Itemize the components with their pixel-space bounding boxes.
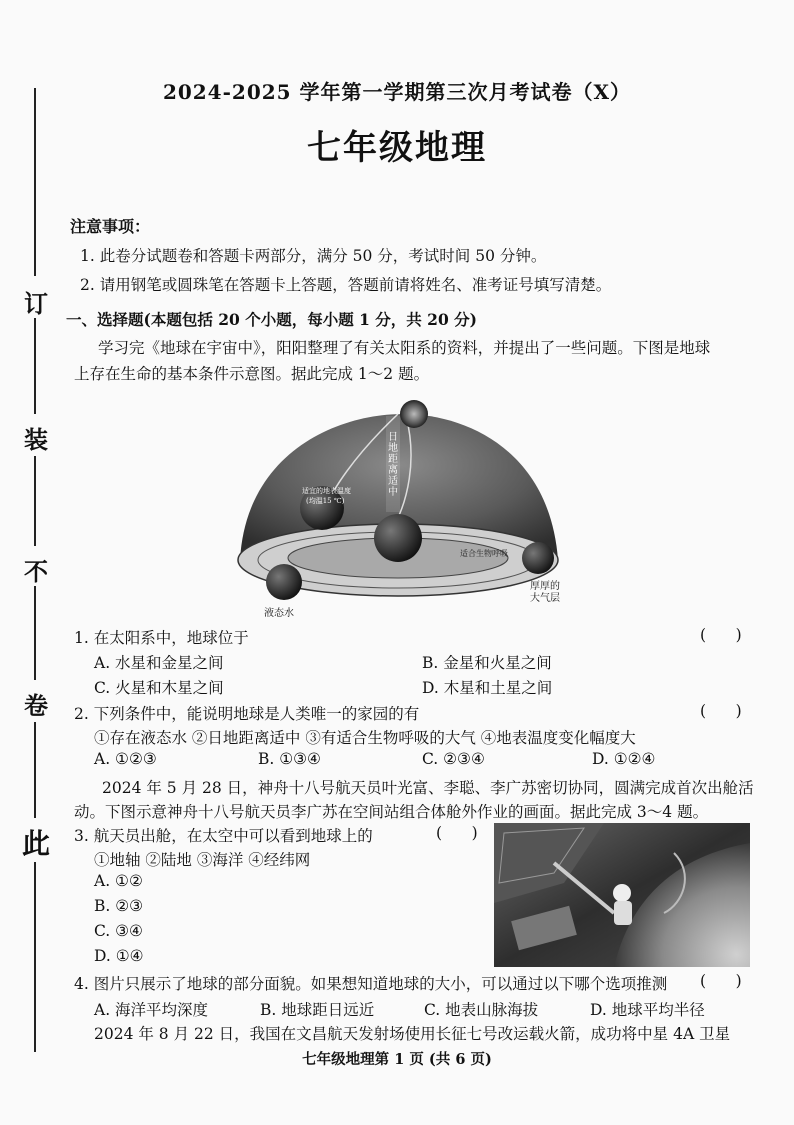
q2-option-c[interactable]: C. ②③④ bbox=[422, 750, 485, 768]
q1-option-d[interactable]: D. 木星和土星之间 bbox=[422, 679, 553, 697]
notice-heading: 注意事项： bbox=[70, 217, 151, 236]
section-intro-line2: 上存在生命的基本条件示意图。据此完成 1～2 题。 bbox=[74, 365, 430, 383]
q1-option-b[interactable]: B. 金星和火星之间 bbox=[422, 654, 552, 672]
q2-answer-bracket[interactable]: ( ) bbox=[700, 702, 742, 720]
notice-item-2: 2. 请用钢笔或圆珠笔在答题卡上答题，答题前请将姓名、准考证号填写清楚。 bbox=[80, 276, 612, 294]
binding-char-ding: 订 bbox=[24, 289, 48, 318]
q1-stem: 1. 在太阳系中，地球位于 bbox=[74, 629, 249, 647]
q2-option-b[interactable]: B. ①③④ bbox=[258, 750, 321, 768]
q2-conditions: ①存在液态水 ②日地距离适中 ③有适合生物呼吸的大气 ④地表温度变化幅度大 bbox=[94, 729, 636, 747]
q2-option-d[interactable]: D. ①②④ bbox=[592, 750, 656, 768]
earth-icon bbox=[374, 514, 422, 562]
binding-char-ci: 此 bbox=[21, 827, 50, 860]
astronaut-suit bbox=[614, 901, 632, 925]
page-footer: 七年级地理第 1 页 (共 6 页) bbox=[302, 1051, 492, 1068]
passage2-line2: 动。下图示意神舟十八号航天员李广苏在空间站组合体舱外作业的画面。据此完成 3～4 题。 bbox=[74, 803, 709, 821]
sun-icon bbox=[400, 400, 428, 428]
q3-option-c[interactable]: C. ③④ bbox=[94, 922, 143, 940]
q3-option-a[interactable]: A. ①② bbox=[94, 872, 143, 890]
section-title: 一、选择题(本题包括 20 个小题，每小题 1 分，共 20 分) bbox=[66, 310, 477, 329]
water-globe-icon bbox=[266, 564, 302, 600]
label-atmosphere-1: 厚厚的 bbox=[530, 581, 560, 592]
q3-items: ①地轴 ②陆地 ③海洋 ④经纬网 bbox=[94, 851, 311, 869]
subject-title: 七年级地理 bbox=[307, 128, 487, 168]
binding-line bbox=[34, 722, 36, 818]
label-temp-sub: (均温15 ℃) bbox=[306, 497, 345, 505]
earth-conditions-diagram bbox=[228, 392, 568, 624]
q4-answer-bracket[interactable]: ( ) bbox=[700, 972, 742, 990]
binding-line bbox=[34, 862, 36, 1052]
label-water: 液态水 bbox=[264, 608, 294, 619]
q2-option-a[interactable]: A. ①②③ bbox=[94, 750, 157, 768]
q4-option-a[interactable]: A. 海洋平均深度 bbox=[94, 1001, 209, 1019]
binding-char-bu: 不 bbox=[24, 557, 48, 586]
q3-answer-bracket[interactable]: ( ) bbox=[436, 824, 478, 842]
astronaut-helmet-icon bbox=[613, 884, 631, 902]
astronaut-photo-graphic bbox=[494, 823, 750, 967]
exam-title: 2024-2025 学年第一学期第三次月考试卷（X） bbox=[162, 80, 632, 104]
notice-item-1: 1. 此卷分试题卷和答题卡两部分，满分 50 分，考试时间 50 分钟。 bbox=[80, 247, 547, 265]
passage3-line1: 2024 年 8 月 22 日，我国在文昌航天发射场使用长征七号改运载火箭，成功将中星 4A 卫星 bbox=[94, 1025, 731, 1043]
q1-answer-bracket[interactable]: ( ) bbox=[700, 626, 742, 644]
q3-stem: 3. 航天员出舱，在太空中可以看到地球上的 bbox=[74, 827, 373, 845]
label-distance: 日地距离适中 bbox=[388, 432, 398, 498]
label-temp: 适宜的地表温度 bbox=[302, 487, 351, 495]
section-intro-line1: 学习完《地球在宇宙中》，阳阳整理了有关太阳系的资料，并提出了一些问题。下图是地球 bbox=[98, 339, 711, 357]
astronaut-spacewalk-photo bbox=[494, 823, 750, 967]
q2-stem: 2. 下列条件中，能说明地球是人类唯一的家园的有 bbox=[74, 705, 420, 723]
q1-option-a[interactable]: A. 水星和金星之间 bbox=[94, 654, 224, 672]
q1-option-c[interactable]: C. 火星和木星之间 bbox=[94, 679, 224, 697]
binding-char-juan: 卷 bbox=[24, 691, 48, 720]
binding-line bbox=[34, 456, 36, 546]
q4-option-d[interactable]: D. 地球平均半径 bbox=[590, 1001, 705, 1019]
q4-stem: 4. 图片只展示了地球的部分面貌。如果想知道地球的大小，可以通过以下哪个选项推测 bbox=[74, 975, 668, 993]
q3-option-b[interactable]: B. ②③ bbox=[94, 897, 144, 915]
q4-option-c[interactable]: C. 地表山脉海拔 bbox=[424, 1001, 539, 1019]
q4-option-b[interactable]: B. 地球距日远近 bbox=[260, 1001, 375, 1019]
q3-option-d[interactable]: D. ①④ bbox=[94, 947, 144, 965]
atmosphere-globe-icon bbox=[522, 542, 554, 574]
binding-line bbox=[34, 318, 36, 414]
binding-line bbox=[34, 88, 36, 276]
earth-conditions-figure bbox=[228, 392, 568, 624]
binding-char-zhuang: 装 bbox=[24, 425, 48, 454]
passage2-line1: 2024 年 5 月 28 日，神舟十八号航天员叶光富、李聪、李广苏密切协同，圆满完成首次出舱活 bbox=[102, 779, 754, 797]
label-breath: 适合生物呼吸 bbox=[460, 549, 508, 558]
binding-line bbox=[34, 586, 36, 680]
label-atmosphere-2: 大气层 bbox=[530, 593, 560, 604]
